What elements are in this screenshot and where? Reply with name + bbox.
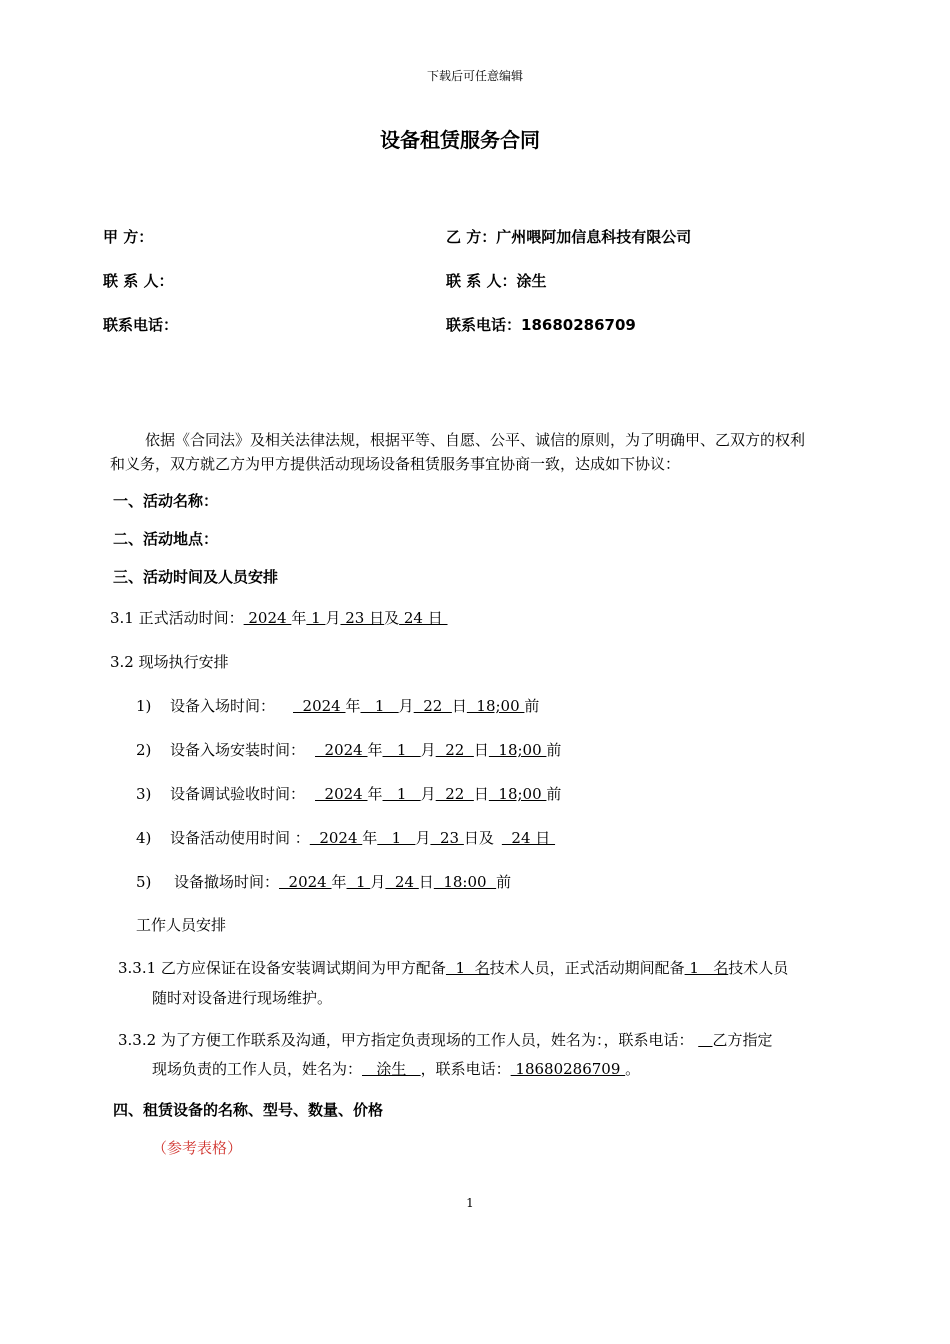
- formal-day-2: 24 日: [399, 609, 448, 627]
- staff-clause-2-line-2: [152, 1058, 640, 1079]
- schedule-row: [136, 783, 561, 804]
- schedule-month: 1: [360, 697, 399, 715]
- party-a-contact-label: 联 系 人：: [103, 272, 174, 290]
- schedule-time: 18;00: [488, 741, 547, 759]
- header-note: 下载后可任意编辑: [426, 69, 523, 83]
- party-b-row: [446, 226, 691, 247]
- schedule-label: 设备入场安装时间：: [170, 741, 306, 759]
- staff-party-a-phone-blank: [698, 1031, 712, 1049]
- schedule-month-unit: 月: [398, 697, 414, 715]
- schedule-year-unit: 年: [345, 697, 361, 715]
- schedule-day: 22: [435, 785, 474, 803]
- staff-count-event: 1 名: [684, 959, 729, 977]
- schedule-end: 前: [546, 785, 562, 803]
- schedule-year: 2024: [315, 785, 368, 803]
- party-b-phone: 18680286709: [521, 316, 636, 334]
- schedule-day-unit: 日: [418, 873, 434, 891]
- staff-clause-1-text-c: 技术人员: [728, 959, 789, 977]
- onsite-arrangement-heading: 3.2 现场执行安排: [110, 653, 229, 671]
- staff-clause-2-text-a: 3.3.2 为了方便工作联系及沟通，甲方指定负责现场的工作人员，姓名为：，联系电话：: [118, 1031, 699, 1049]
- intro-line-1: 依据《合同法》及相关法律法规，根据平等、自愿、公平、诚信的原则，为了明确甲、乙双方的权利: [145, 431, 806, 449]
- schedule-month: 1: [382, 741, 421, 759]
- party-b-phone-label: 联系电话：: [446, 316, 522, 334]
- schedule-year-unit: 年: [362, 829, 378, 847]
- schedule-row: [136, 695, 539, 716]
- schedule-year-unit: 年: [367, 785, 383, 803]
- schedule-day-unit: 日: [473, 785, 489, 803]
- schedule-time: 18;00: [466, 697, 525, 715]
- schedule-month-unit: 月: [420, 741, 436, 759]
- staff-clause-1-text-b: 技术人员，正式活动期间配备: [489, 959, 685, 977]
- staff-clause-2-text-e: 。: [625, 1060, 641, 1078]
- party-b-phone-row: [446, 314, 636, 335]
- schedule-month: 1: [377, 829, 416, 847]
- formal-year: 2024: [243, 609, 292, 627]
- schedule-time: 24 日: [501, 829, 556, 847]
- schedule-num: 3): [136, 785, 152, 803]
- document-title: 设备租赁服务合同: [380, 128, 540, 152]
- section-activity-name: 一、活动名称：: [113, 492, 219, 510]
- schedule-day: 24: [385, 873, 419, 891]
- schedule-month-unit: 月: [370, 873, 386, 891]
- schedule-month-unit: 月: [415, 829, 431, 847]
- section-equipment: 四、租赁设备的名称、型号、数量、价格: [113, 1101, 384, 1119]
- schedule-label: 设备活动使用时间 ：: [170, 829, 310, 847]
- schedule-year: 2024: [309, 829, 363, 847]
- schedule-time: 18:00: [433, 873, 497, 891]
- party-b-contact-label: 联 系 人：: [446, 272, 517, 290]
- reference-table-note: （参考表格）: [152, 1139, 243, 1157]
- schedule-label: 设备调试验收时间：: [170, 785, 306, 803]
- schedule-day: 23: [430, 829, 464, 847]
- staff-clause-1-line-2: 随时对设备进行现场维护。: [152, 989, 333, 1007]
- formal-and: 及: [384, 609, 400, 627]
- formal-month-unit: 月: [325, 609, 341, 627]
- party-b-name: 广州喂阿加信息科技有限公司: [496, 228, 692, 246]
- schedule-day: 22: [435, 741, 474, 759]
- section-activity-location: 二、活动地点：: [113, 530, 219, 548]
- staff-clause-2-text-d: ，联系电话：: [420, 1060, 511, 1078]
- schedule-row: [136, 827, 555, 848]
- schedule-label: 设备入场时间：: [170, 697, 276, 715]
- staff-clause-2-text-b: 乙方指定: [712, 1031, 773, 1049]
- staff-clause-1-text-a: 3.3.1 乙方应保证在设备安装调试期间为甲方配备: [118, 959, 446, 977]
- schedule-day-unit: 日: [473, 741, 489, 759]
- schedule-year-unit: 年: [331, 873, 347, 891]
- formal-month: 1: [306, 609, 326, 627]
- schedule-day: 22: [413, 697, 452, 715]
- schedule-end: 前: [524, 697, 540, 715]
- schedule-year: 2024: [293, 697, 346, 715]
- party-b-contact: 涂生: [516, 272, 547, 290]
- schedule-time: 18;00: [488, 785, 547, 803]
- formal-time-label: 3.1 正式活动时间：: [110, 609, 244, 627]
- schedule-year-unit: 年: [367, 741, 383, 759]
- schedule-num: 2): [136, 741, 152, 759]
- schedule-row: [136, 871, 511, 892]
- schedule-year: 2024: [279, 873, 332, 891]
- staff-clause-2-line-1: [118, 1029, 773, 1050]
- schedule-num: 4): [136, 829, 152, 847]
- party-a-phone-label: 联系电话：: [103, 316, 179, 334]
- party-b-contact-row: [446, 270, 546, 291]
- party-b-label: 乙 方：: [446, 228, 497, 246]
- staff-clause-2-text-c: 现场负责的工作人员，姓名为：: [152, 1060, 363, 1078]
- schedule-label: 设备撤场时间：: [174, 873, 280, 891]
- staff-party-b-name: 涂生: [362, 1060, 421, 1078]
- schedule-day-unit: 日: [451, 697, 467, 715]
- staff-clause-1-line-1: [118, 957, 788, 978]
- formal-year-unit: 年: [291, 609, 307, 627]
- schedule-month-unit: 月: [420, 785, 436, 803]
- party-a-label: 甲 方：: [103, 228, 154, 246]
- schedule-year: 2024: [315, 741, 368, 759]
- schedule-end: 前: [496, 873, 512, 891]
- schedule-month: 1: [382, 785, 421, 803]
- formal-day: 23 日: [340, 609, 385, 627]
- schedule-num: 5): [136, 873, 152, 891]
- intro-line-2: 和义务，双方就乙方为甲方提供活动现场设备租赁服务事宜协商一致，达成如下协议：: [110, 455, 681, 473]
- schedule-month: 1: [346, 873, 371, 891]
- formal-activity-time: [110, 607, 448, 628]
- staff-count-install: 1 名: [445, 959, 490, 977]
- staff-party-b-phone: 18680286709: [510, 1060, 626, 1078]
- page-number: 1: [466, 1196, 474, 1210]
- schedule-end: 前: [546, 741, 562, 759]
- schedule-day-unit: 日及: [463, 829, 494, 847]
- section-time-staff: 三、活动时间及人员安排: [113, 568, 279, 586]
- schedule-row: [136, 739, 561, 760]
- staff-heading: 工作人员安排: [136, 916, 227, 934]
- schedule-num: 1): [136, 697, 152, 715]
